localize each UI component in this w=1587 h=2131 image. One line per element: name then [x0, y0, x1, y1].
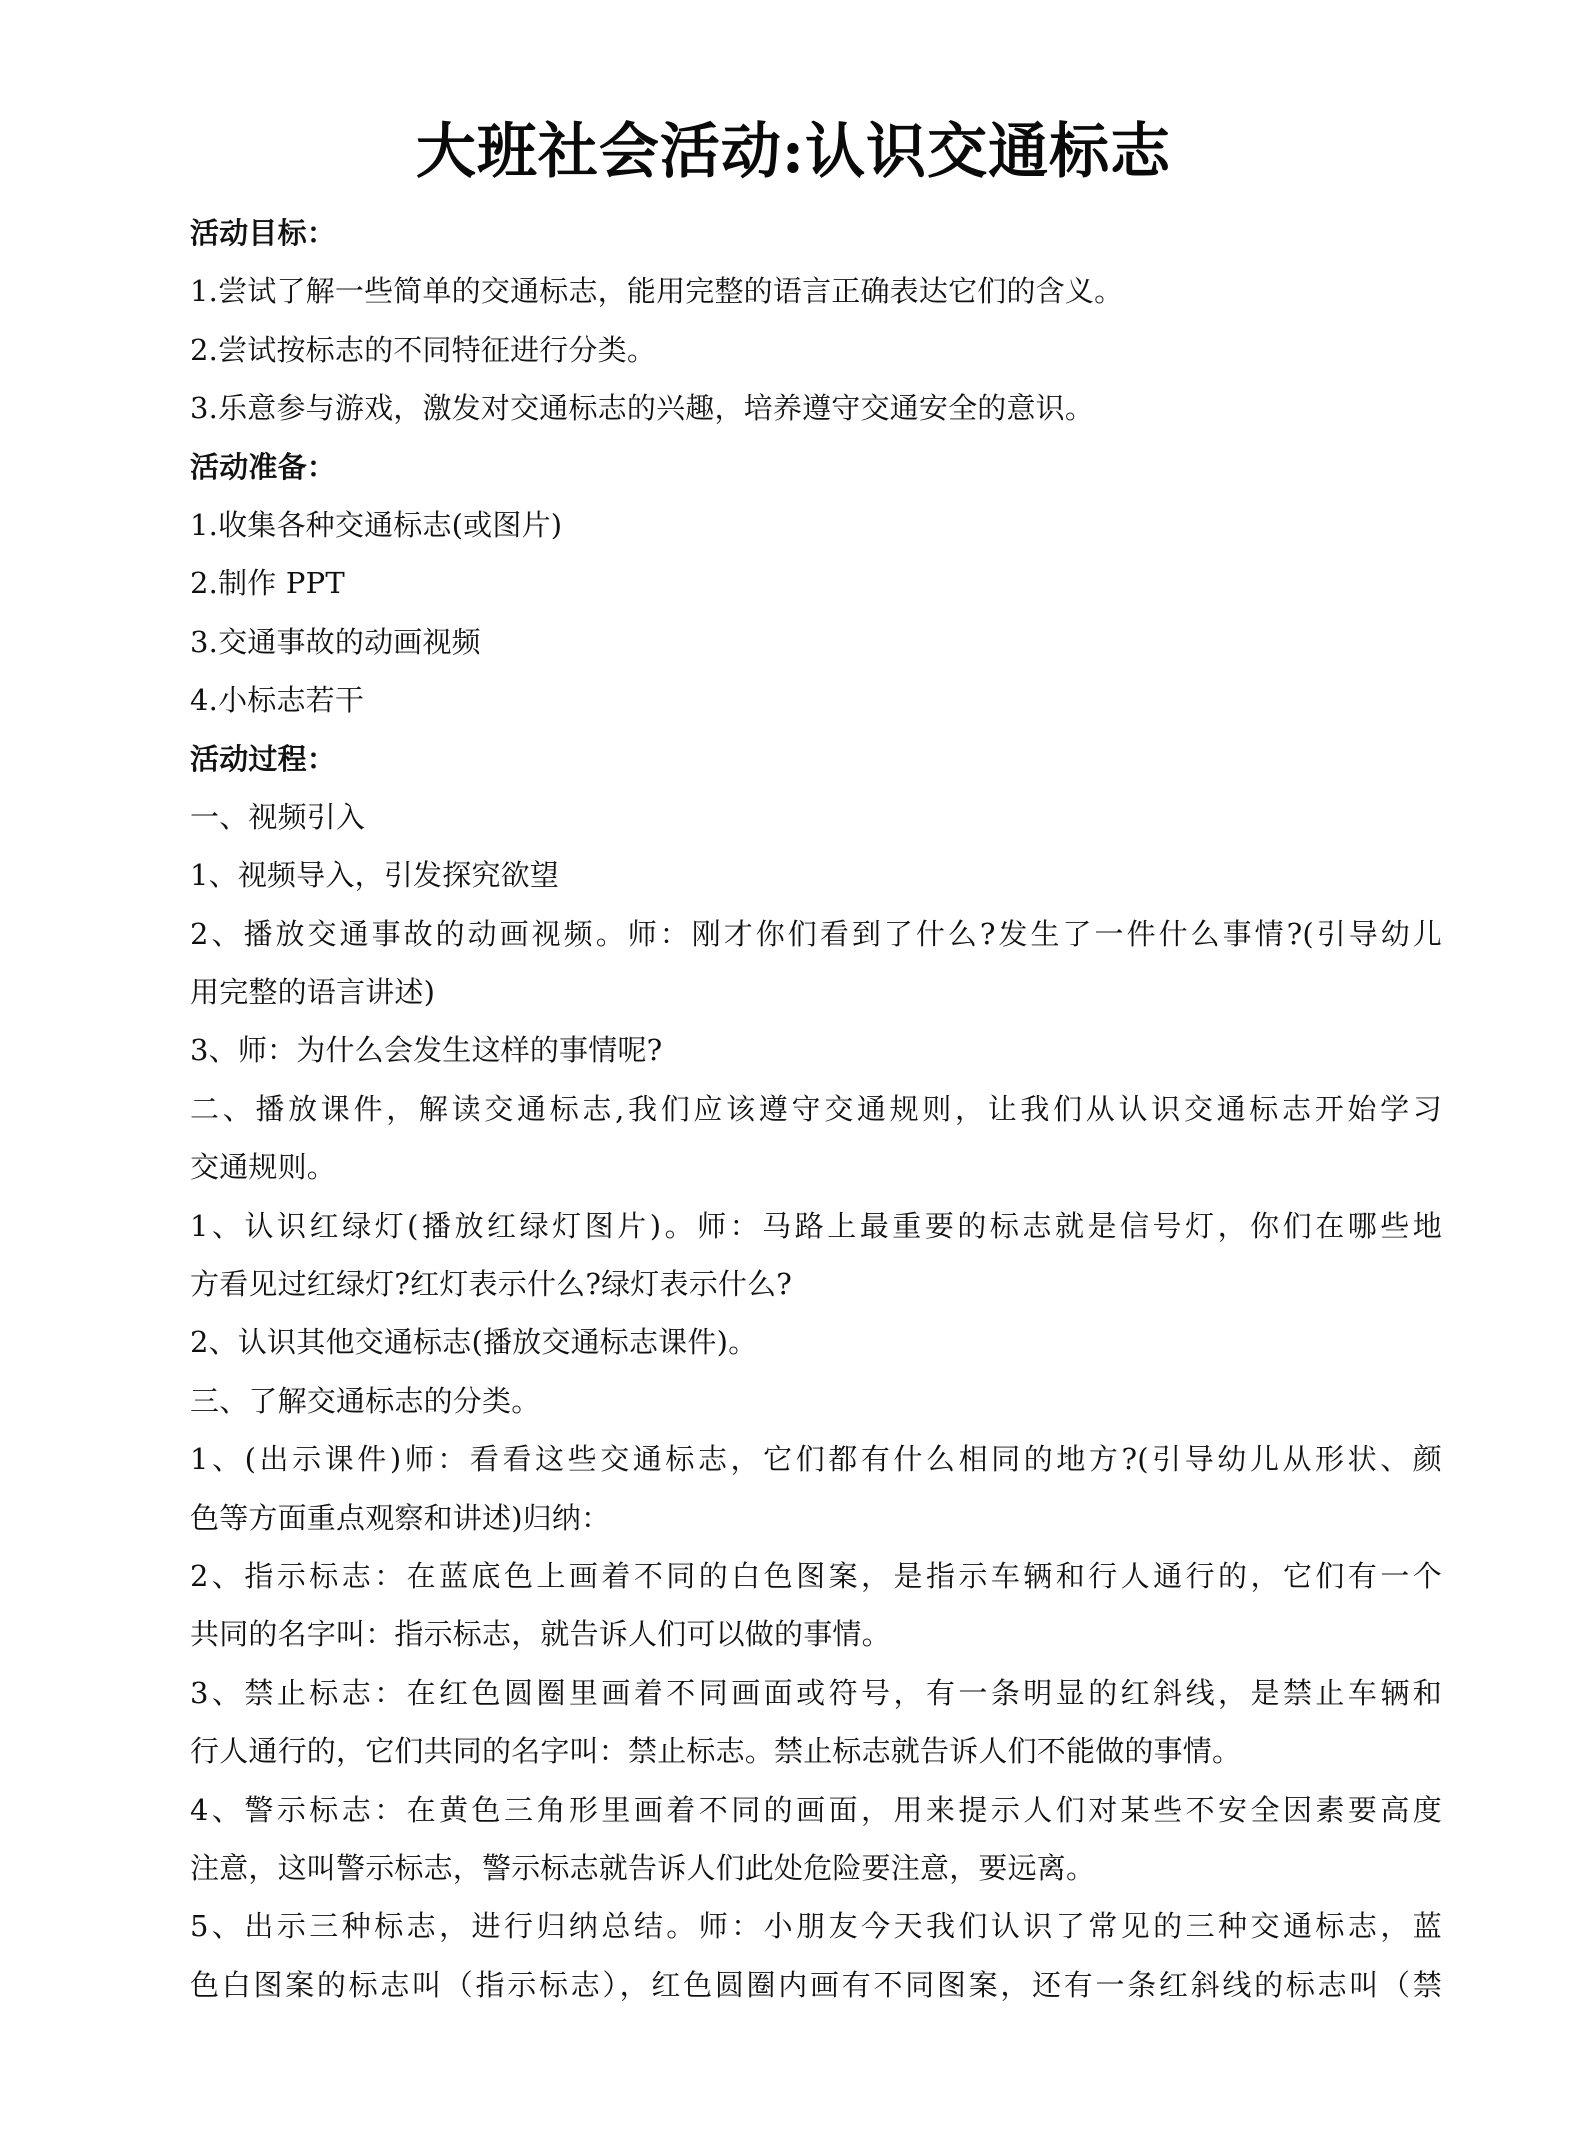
process-line: 3、禁止标志：在红色圆圈里画着不同画面或符号，有一条明显的红斜线，是禁止车辆和	[190, 1675, 1442, 1710]
process-line: 1、认识红绿灯(播放红绿灯图片)。师：马路上最重要的标志就是信号灯，你们在哪些地	[190, 1208, 1442, 1243]
process-line: 交通规则。	[190, 1150, 337, 1185]
process-line: 注意，这叫警示标志，警示标志就告诉人们此处危险要注意，要远离。	[190, 1850, 1096, 1885]
section-heading-process: 活动过程：	[190, 741, 337, 776]
process-line: 1、视频导入，引发探究欲望	[190, 858, 560, 893]
preparation-item: 3.交通事故的动画视频	[190, 624, 481, 659]
process-line: 4、警示标志：在黄色三角形里画着不同的画面，用来提示人们对某些不安全因素要高度	[190, 1792, 1442, 1827]
process-line: 3、师：为什么会发生这样的事情呢?	[190, 1033, 663, 1068]
document-title: 大班社会活动:认识交通标志	[415, 117, 1172, 187]
goal-item: 1.尝试了解一些简单的交通标志，能用完整的语言正确表达它们的含义。	[190, 274, 1124, 309]
preparation-item: 2.制作 PPT	[190, 566, 345, 601]
process-line: 一、视频引入	[190, 799, 366, 834]
process-line: 方看见过红绿灯?红灯表示什么?绿灯表示什么?	[190, 1267, 793, 1302]
section-heading-preparation: 活动准备：	[190, 449, 337, 484]
process-line: 色白图案的标志叫（指示标志），红色圆圈内画有不同图案，还有一条红斜线的标志叫（禁	[190, 1967, 1442, 2002]
process-line: 5、出示三种标志，进行归纳总结。师：小朋友今天我们认识了常见的三种交通标志，蓝	[190, 1909, 1442, 1944]
process-line: 2、认识其他交通标志(播放交通标志课件)。	[190, 1325, 758, 1360]
process-line: 二、播放课件，解读交通标志,我们应该遵守交通规则，让我们从认识交通标志开始学习	[190, 1091, 1442, 1126]
process-line: 1、(出示课件)师：看看这些交通标志，它们都有什么相同的地方?(引导幼儿从形状、颜	[190, 1442, 1442, 1477]
section-heading-goals: 活动目标：	[190, 216, 337, 250]
process-line: 共同的名字叫：指示标志，就告诉人们可以做的事情。	[190, 1617, 891, 1652]
preparation-item: 4.小标志若干	[190, 683, 365, 718]
process-line: 2、播放交通事故的动画视频。师：刚才你们看到了什么?发生了一件什么事情?(引导幼儿	[190, 916, 1442, 951]
process-line: 色等方面重点观察和讲述)归纳：	[190, 1500, 611, 1535]
goal-item: 3.乐意参与游戏，激发对交通标志的兴趣，培养遵守交通安全的意识。	[190, 391, 1095, 426]
process-line: 用完整的语言讲述)	[190, 975, 436, 1010]
goal-item: 2.尝试按标志的不同特征进行分类。	[190, 332, 657, 367]
process-line: 行人通行的，它们共同的名字叫：禁止标志。禁止标志就告诉人们不能做的事情。	[190, 1734, 1242, 1769]
process-line: 三、了解交通标志的分类。	[190, 1383, 541, 1418]
document-body	[190, 204, 1442, 2014]
process-line: 2、指示标志：在蓝底色上画着不同的白色图案，是指示车辆和行人通行的，它们有一个	[190, 1558, 1442, 1593]
preparation-item: 1.收集各种交通标志(或图片)	[190, 507, 563, 542]
